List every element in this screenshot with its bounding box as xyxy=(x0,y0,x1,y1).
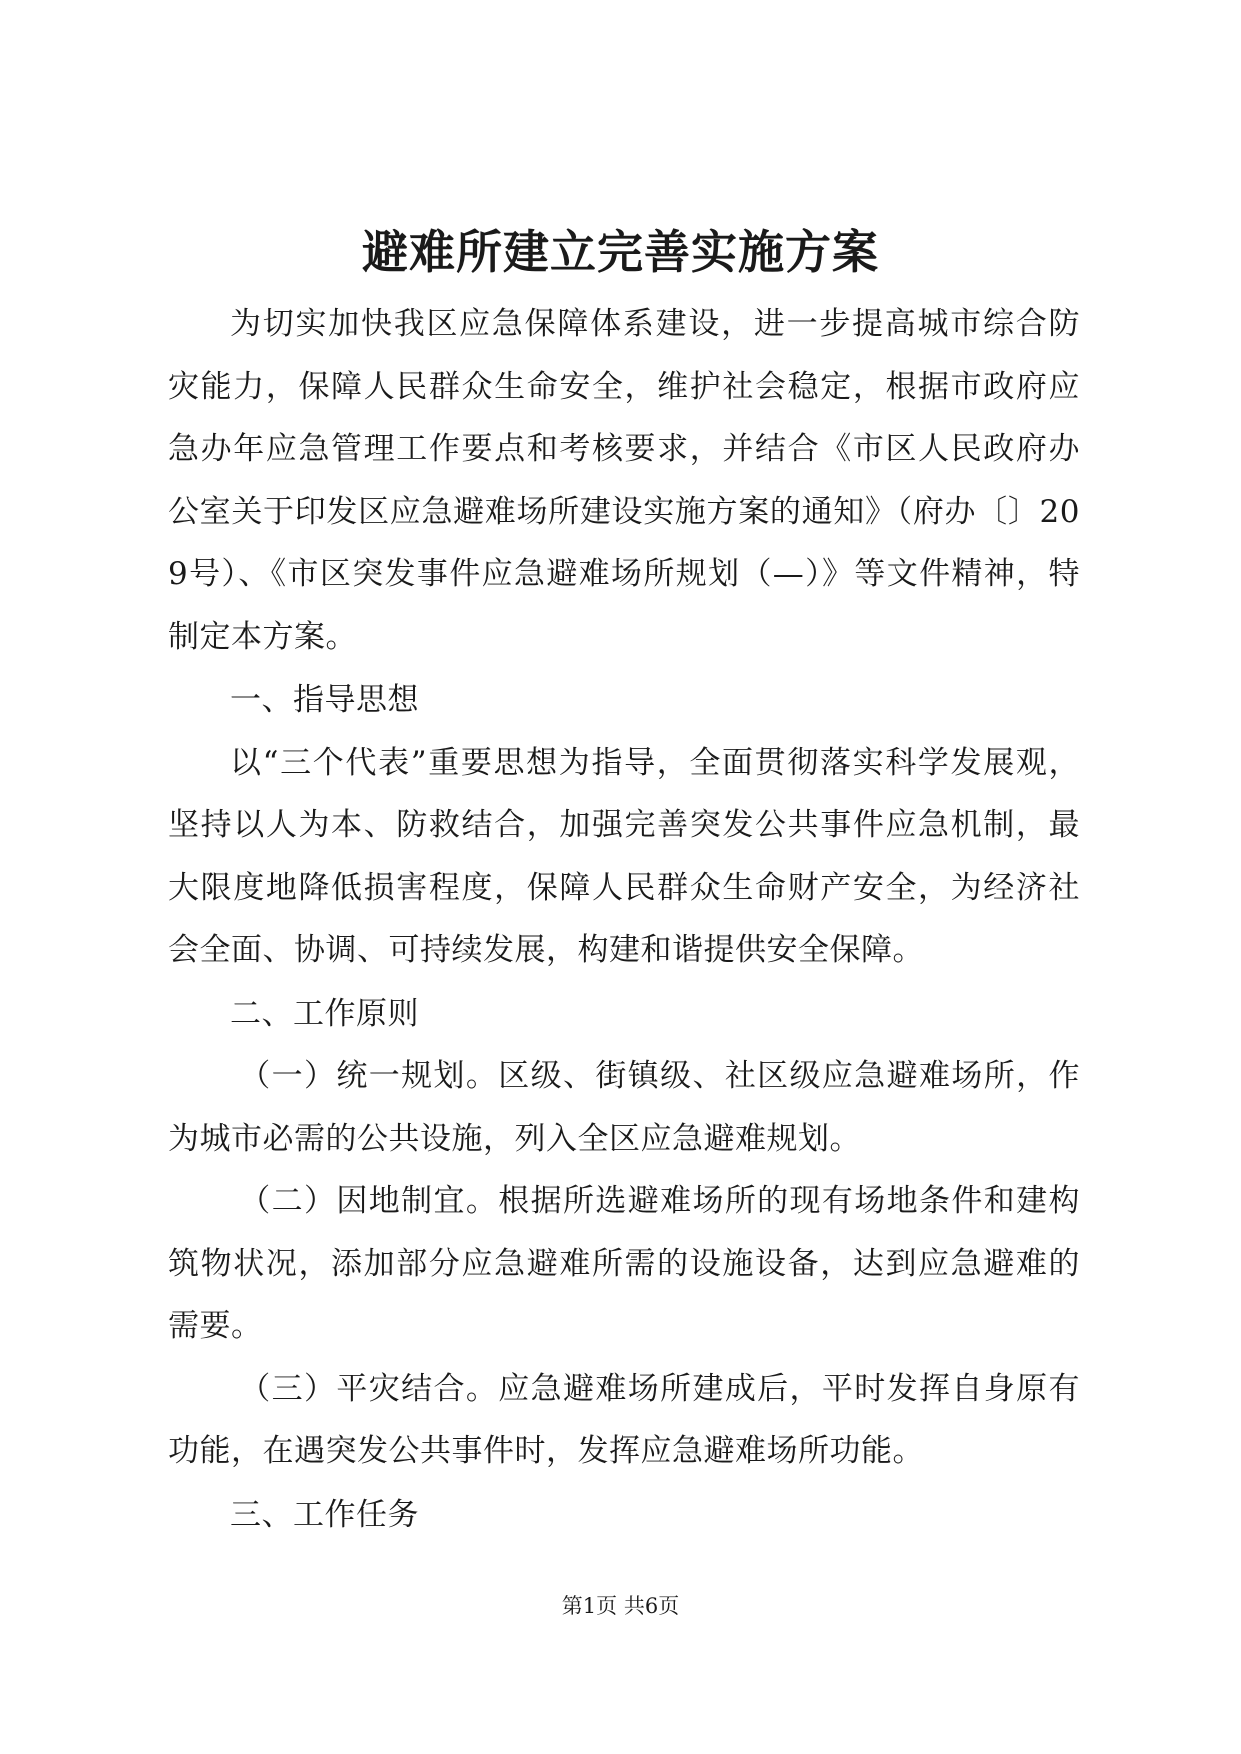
section-heading-work-principles: 二、工作原则 xyxy=(230,995,419,1032)
document-title: 避难所建立完善实施方案 xyxy=(362,225,879,279)
page-footer: 第1页 共6页 xyxy=(561,1594,680,1618)
principle-peacetime-disaster: （三）平灾结合。应急避难场所建成后，平时发挥自身原有功能，在遇突发公共事件时，发挥应急避难场所功能。 xyxy=(168,1370,1080,1469)
section-heading-work-tasks: 三、工作任务 xyxy=(230,1496,419,1533)
principle-local-conditions: （二）因地制宜。根据所选避难场所的现有场地条件和建构筑物状况，添加部分应急避难所需的设施设备，达到应急避难的需要。 xyxy=(168,1183,1080,1344)
guiding-ideology-paragraph: 以“三个代表”重要思想为指导，全面贯彻落实科学发展观，坚持以人为本、防救结合，加强完善突发公共事件应急机制，最大限度地降低损害程度，保障人民群众生命财产安全，为经济社会全面、协调、可持续发展，构建和谐提供安全保障。 xyxy=(168,744,1080,968)
intro-paragraph: 为切实加快我区应急保障体系建设，进一步提高城市综合防灾能力，保障人民群众生命安全，维护社会稳定，根据市政府应急办年应急管理工作要点和考核要求，并结合《市区人民政府办公室关于印发区应急避难场所建设实施方案的通知》（府办〔〕209号）、《市区突发事件应急避难场所规划（—）》等文件精神，特制定本方案。 xyxy=(168,306,1080,655)
document-body xyxy=(168,293,1080,1546)
section-heading-guiding-ideology: 一、指导思想 xyxy=(230,682,419,718)
principle-unified-planning: （一）统一规划。区级、街镇级、社区级应急避难场所，作为城市必需的公共设施，列入全区应急避难规划。 xyxy=(168,1058,1080,1157)
